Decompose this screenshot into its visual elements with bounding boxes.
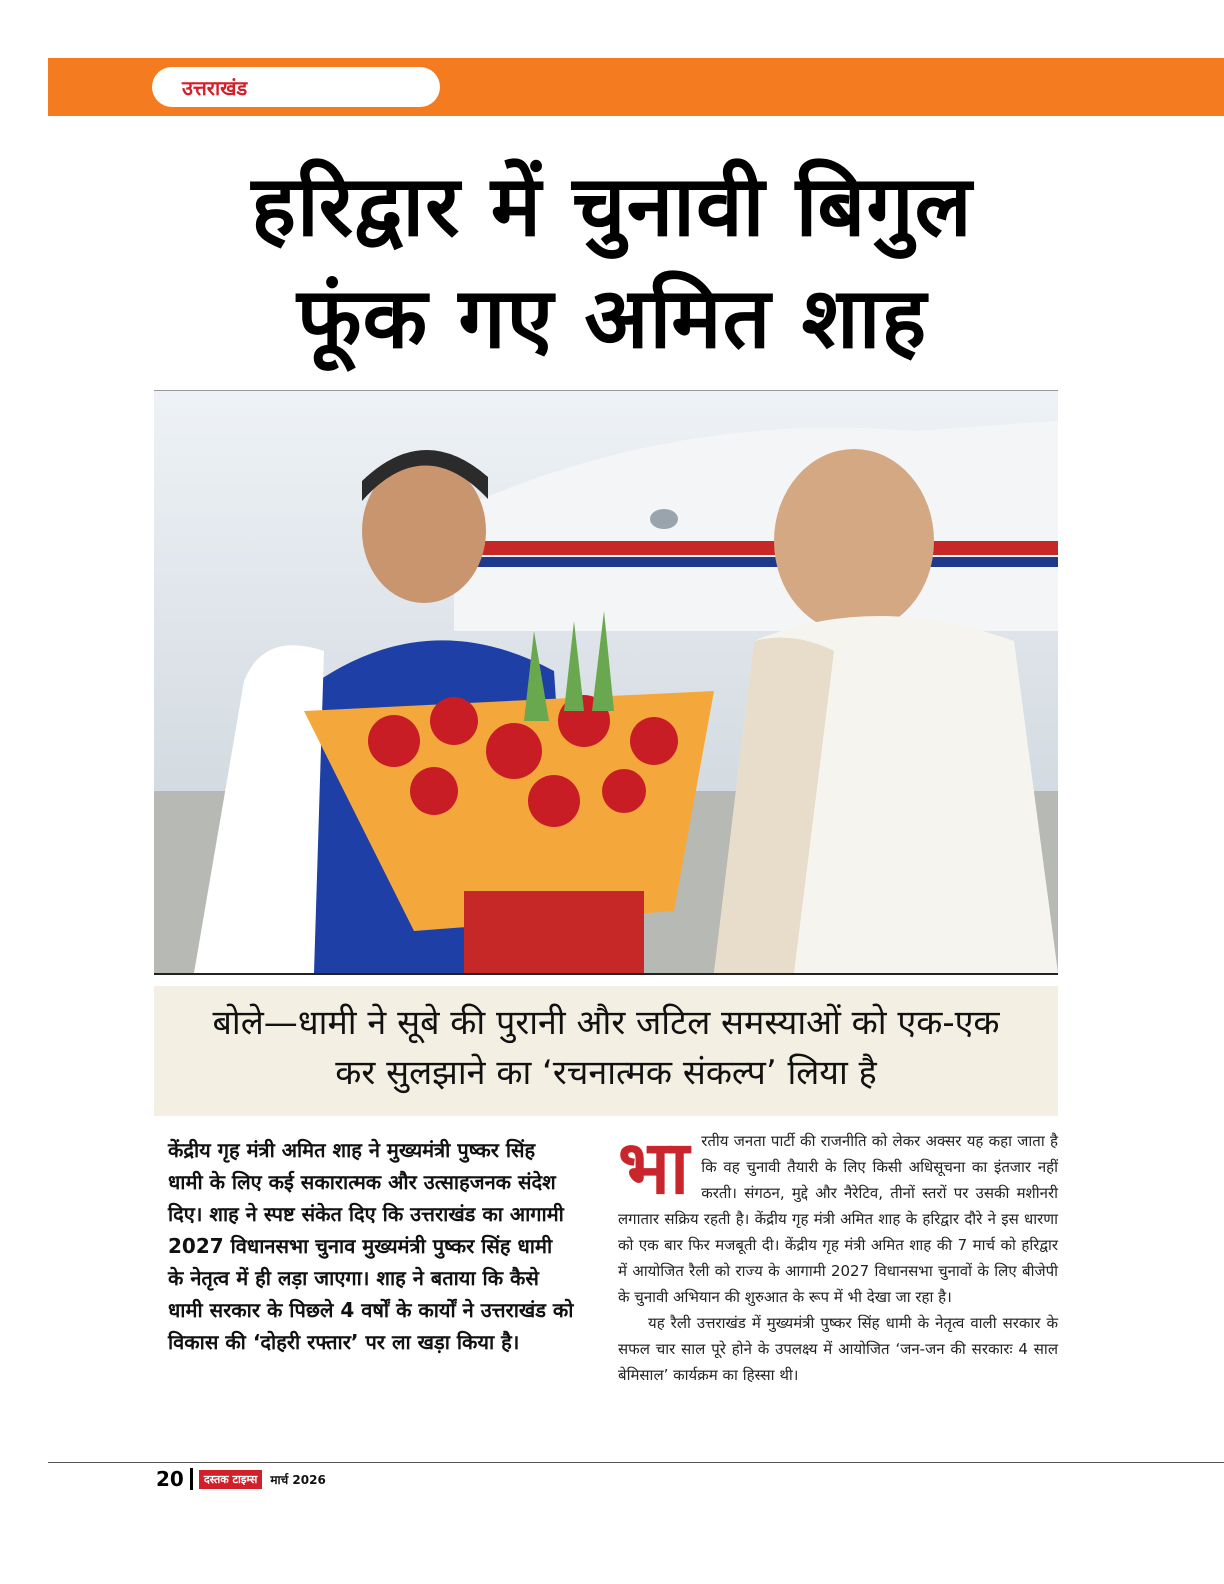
- drop-cap: भा: [618, 1125, 690, 1211]
- footer-rule: [48, 1462, 1224, 1463]
- issue-date: मार्च 2026: [270, 1472, 326, 1487]
- footer-folio: [156, 1467, 326, 1491]
- deck-line-2: कर सुलझाने का ‘रचनात्मक संकल्प’ लिया है: [335, 1053, 877, 1093]
- body-text: [618, 1125, 1058, 1388]
- masthead-logo: दस्तक टाइम्स: [199, 1470, 262, 1489]
- headline: [60, 150, 1164, 374]
- body-paragraph-1: रतीय जनता पार्टी की राजनीति को लेकर अक्सर यह कहा जाता है कि वह चुनावी तैयारी के लिए किसी अधिसूचना का इंतजार नहीं करती। संगठन, मुद्दे और नैरेटिव, तीनों स्तरों पर उसकी मशीनरी लगातार सक्रिय रहती है। केंद्रीय गृह मंत्री अमित शाह के हरिद्वार दौरे ने इस धारणा को एक बार फिर मजबूती दी। केंद्रीय गृह मंत्री अमित शाह की 7 मार्च को हरिद्वार में आयोजित रैली को राज्य के आगामी 2027 विधानसभा चुनावों के लिए बीजेपी के चुनावी अभियान की शुरुआत के रूप में भी देखा जा रहा है।: [618, 1132, 1058, 1306]
- section-tag: उत्तराखंड: [152, 67, 440, 107]
- page-number: 20: [156, 1467, 184, 1491]
- headline-line-2: फूंक गए अमित शाह: [296, 269, 928, 367]
- deck-subheading: [154, 986, 1058, 1116]
- intro-paragraph: केंद्रीय गृह मंत्री अमित शाह ने मुख्यमंत्री पुष्कर सिंह धामी के लिए कई सकारात्मक और उत्साहजनक संदेश दिए। शाह ने स्पष्ट संकेत दिए कि उत्तराखंड का आगामी 2027 विधानसभा चुनाव मुख्यमंत्री पुष्कर सिंह धामी के नेतृत्व में ही लड़ा जाएगा। शाह ने बताया कि कैसे धामी सरकार के पिछले 4 वर्षों के कार्यों ने उत्तराखंड को विकास की ‘दोहरी रफ्तार’ पर ला खड़ा किया है।: [168, 1138, 574, 1354]
- deck-line-1: बोले—धामी ने सूबे की पुरानी और जटिल समस्याओं को एक-एक: [212, 1003, 1000, 1043]
- lead-photo: [154, 390, 1058, 975]
- photo-illustration: [154, 391, 1058, 973]
- headline-line-1: हरिद्वार में चुनावी बिगुल: [251, 157, 973, 255]
- footer-divider: [190, 1468, 193, 1490]
- body-paragraph-2: यह रैली उत्तराखंड में मुख्यमंत्री पुष्कर सिंह धामी के नेतृत्व वाली सरकार के सफल चार साल पूरे होने के उपलक्ष्य में आयोजित ‘जन-जन की सरकारः 4 साल बेमिसाल’ कार्यक्रम का हिस्सा थी।: [618, 1314, 1058, 1384]
